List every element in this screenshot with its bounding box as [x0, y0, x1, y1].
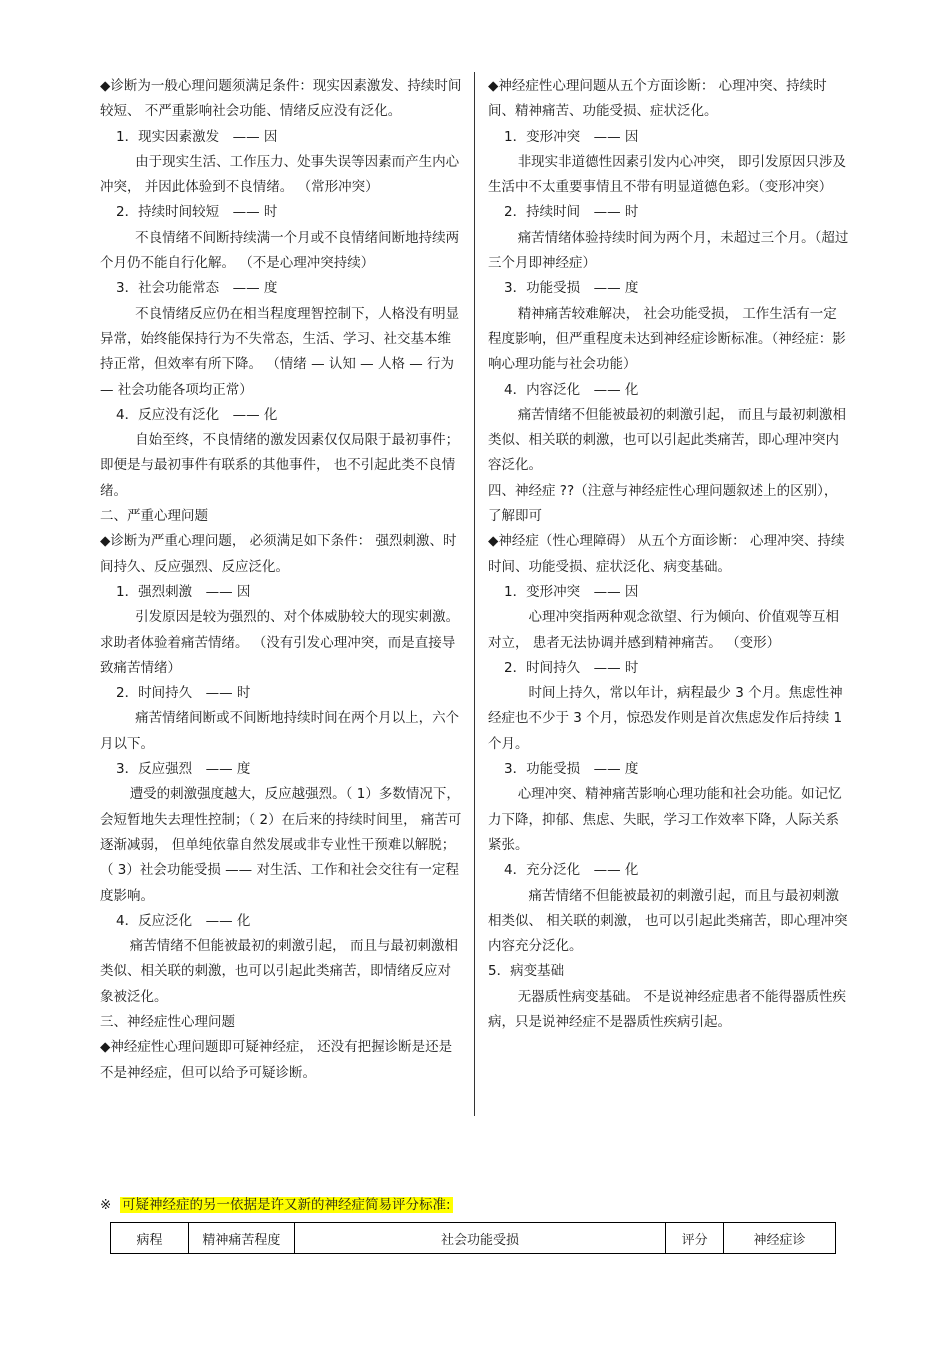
- left-paragraph: 遭受的刺激强度越大，反应越强烈。（ 1）多数情况下，会短暂地失去理性控制；（ 2）在后来的持续时间里， 痛苦可逐渐减弱， 但单纯依靠自然发展或非专业性干预难以解脱；（ 3）社会功能受损 —— 对生活、工作和社会交往有一定程度影响。: [100, 786, 462, 904]
- left-paragraph: 痛苦情绪间断或不间断地持续时间在两个月以上，六个月以下。: [100, 710, 460, 752]
- reference-mark: ※: [100, 1197, 112, 1213]
- score-table-header-row: [111, 1223, 836, 1254]
- left-paragraph: 3．反应强烈 —— 度: [116, 761, 251, 778]
- right-paragraph: 无器质性病变基础。 不是说神经症患者不能得器质性疾病，只是说神经症不是器质性疾病引起。: [488, 988, 846, 1030]
- right-paragraph: 2．持续时间 —— 时: [504, 204, 639, 221]
- left-paragraph: 4．反应没有泛化 —— 化: [116, 406, 278, 423]
- left-paragraph: 痛苦情绪不但能被最初的刺激引起， 而且与最初刺激相类似、相关联的刺激，也可以引起此类痛苦，即情绪反应对象被泛化。: [100, 938, 458, 1005]
- left-paragraph: 不良情绪反应仍在相当程度理智控制下，人格没有明显异常，始终能保持行为不失常态，生活、学习、社交基本维持正常，但效率有所下降。 （情绪 — 认知 — 人格 — 行为 — 社会功能各项均正常）: [100, 305, 460, 398]
- left-paragraph: 自始至终，不良情绪的激发因素仅仅局限于最初事件； 即便是与最初事件有联系的其他事件， 也不引起此类不良情绪。: [100, 432, 460, 499]
- left-paragraph: 三、神经症性心理问题: [100, 1013, 235, 1030]
- score-table: [110, 1222, 836, 1254]
- right-paragraph: 心理冲突指两种观念欲望、行为倾向、价值观等互相对立， 患者无法协调并感到精神痛苦。 （变形）: [488, 609, 839, 651]
- right-paragraph: 4．内容泛化 —— 化: [504, 381, 639, 398]
- right-paragraph: 3．功能受损 —— 度: [504, 761, 639, 778]
- right-paragraph: 精神痛苦较难解决， 社会功能受损， 工作生活有一定程度影响，但严重程度未达到神经症诊断标准。（神经症：影响心理功能与社会功能）: [488, 305, 846, 373]
- right-paragraph: 5．病变基础: [488, 963, 565, 980]
- left-paragraph: ◆诊断为一般心理问题须满足条件：现实因素激发、持续时间较短、 不严重影响社会功能、情绪反应没有泛化。: [100, 78, 462, 120]
- right-column: [488, 74, 850, 1035]
- left-paragraph: 1．现实因素激发 —— 因: [116, 128, 278, 145]
- left-paragraph: 2．时间持久 —— 时: [116, 685, 251, 702]
- right-paragraph: 心理冲突、精神痛苦影响心理功能和社会功能。如记忆力下降，抑郁、焦虑、失眠，学习工作效率下降，人际关系紧张。: [488, 786, 842, 853]
- score-note: [100, 1195, 453, 1215]
- header-diagnosis: 神经症诊: [724, 1223, 836, 1254]
- right-paragraph: 1．变形冲突 —— 因: [504, 128, 639, 145]
- header-course: 病程: [111, 1223, 189, 1254]
- left-paragraph: 二、严重心理问题: [100, 508, 208, 525]
- right-paragraph: 痛苦情绪不但能被最初的刺激引起， 而且与最初刺激相类似、相关联的刺激，也可以引起此类痛苦，即心理冲突内容泛化。: [488, 406, 846, 474]
- right-paragraph: 痛苦情绪体验持续时间为两个月，未超过三个月。（超过三个月即神经症）: [488, 229, 849, 272]
- column-divider: [474, 72, 475, 1116]
- right-paragraph: 非现实非道德性因素引发内心冲突， 即引发原因只涉及生活中不太重要事情且不带有明显道德色彩。（变形冲突）: [488, 153, 846, 196]
- left-paragraph: 引发原因是较为强烈的、对个体威胁较大的现实刺激。求助者体验着痛苦情绪。 （没有引发心理冲突，而是直接导致痛苦情绪）: [100, 609, 460, 676]
- left-paragraph: ◆神经症性心理问题即可疑神经症， 还没有把握诊断是还是不是神经症，但可以给予可疑诊断。: [100, 1039, 453, 1081]
- left-paragraph: 3．社会功能常态 —— 度: [116, 280, 278, 297]
- left-paragraph: ◆诊断为严重心理问题， 必须满足如下条件： 强烈刺激、时间持久、反应强烈、反应泛化。: [100, 533, 457, 575]
- right-paragraph: 四、神经症 ??（注意与神经症性心理问题叙述上的区别），了解即可: [488, 482, 838, 525]
- right-paragraph: 2．时间持久 —— 时: [504, 659, 639, 676]
- header-distress-level: 精神痛苦程度: [188, 1223, 294, 1254]
- left-paragraph: 1．强烈刺激 —— 因: [116, 583, 251, 600]
- right-paragraph: 痛苦情绪不但能被最初的刺激引起，而且与最初刺激相类似、 相关联的刺激， 也可以引起此类痛苦，即心理冲突内容充分泛化。: [488, 887, 848, 955]
- right-paragraph: ◆神经症（性心理障碍） 从五个方面诊断： 心理冲突、持续时间、功能受损、症状泛化、病变基础。: [488, 533, 845, 575]
- left-paragraph: 4．反应泛化 —— 化: [116, 912, 251, 929]
- right-paragraph: 4．充分泛化 —— 化: [504, 862, 639, 879]
- left-paragraph: 2．持续时间较短 —— 时: [116, 204, 278, 221]
- header-social-function: 社会功能受损: [294, 1223, 665, 1254]
- header-score: 评分: [666, 1223, 724, 1254]
- right-paragraph: 1．变形冲突 —— 因: [504, 583, 639, 600]
- right-paragraph: ◆神经症性心理问题从五个方面诊断： 心理冲突、持续时间、精神痛苦、功能受损、症状泛化。: [488, 78, 827, 120]
- right-paragraph: 时间上持久，常以年计，病程最少 3 个月。焦虑性神经症也不少于 3 个月，惊恐发作则是首次焦虑发作后持续 1 个月。: [488, 685, 843, 752]
- right-paragraph: 3．功能受损 —— 度: [504, 280, 639, 297]
- left-paragraph: 不良情绪不间断持续满一个月或不良情绪间断地持续两个月仍不能自行化解。 （不是心理冲突持续）: [100, 229, 460, 272]
- highlighted-note-text: 可疑神经症的另一依据是许又新的神经症简易评分标准:: [122, 1197, 451, 1213]
- left-column: [100, 74, 462, 1086]
- left-paragraph: 由于现实生活、工作压力、处事失误等因素而产生内心冲突， 并因此体验到不良情绪。 （常形冲突）: [100, 153, 460, 196]
